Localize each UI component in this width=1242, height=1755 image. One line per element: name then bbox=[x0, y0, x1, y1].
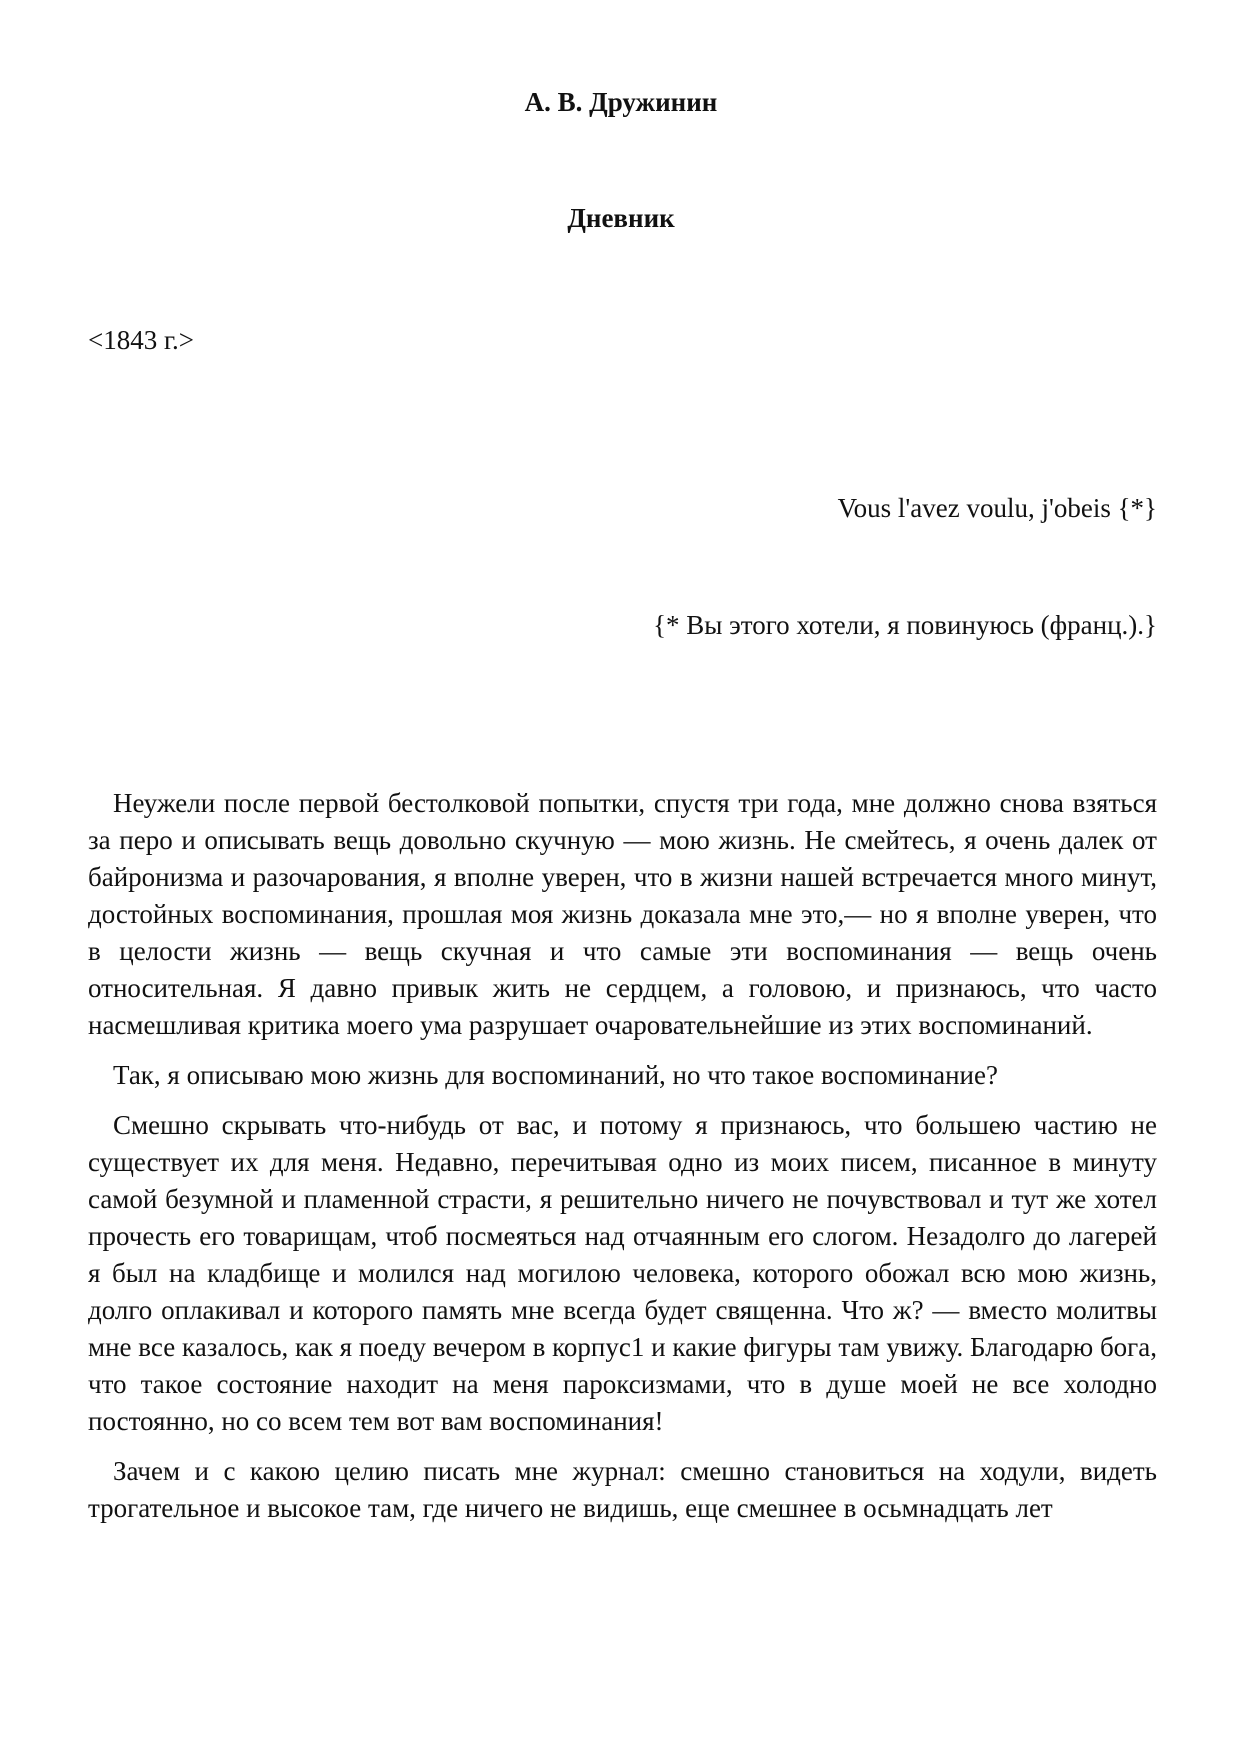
entry-date: <1843 г.> bbox=[88, 325, 194, 355]
diary-body bbox=[88, 785, 1157, 1527]
epigraph-translation-footnote: {* Вы этого хотели, я повинуюсь (франц.).} bbox=[653, 610, 1157, 640]
paragraph-2: Так, я описываю мою жизнь для воспоминаний, но что такое воспоминание? bbox=[113, 1060, 998, 1090]
epigraph: Vous l'avez voulu, j'obeis {*} bbox=[837, 493, 1157, 523]
paragraph-3: Смешно скрывать что-нибудь от вас, и потому я признаюсь, что большею частию не существует их для меня. Недавно, перечитывая одно из моих писем, писанное в минуту самой безумной и пламенной страсти, я решительно ничего не почувствовал и тут же хотел прочесть его товарищам, чтоб посмеяться над отчаянным его слогом. Незадолго до лагерей я был на кладбище и молился над могилою человека, которого обожал всю мою жизнь, долго оплакивал и которого память мне всегда будет священна. Что ж? — вместо молитвы мне все казалось, как я поеду вечером в корпус1 и какие фигуры там увижу. Благодарю бога, что такое состояние находит на меня пароксизмами, что в душе моей не все холодно постоянно, но со всем тем вот вам воспоминания! bbox=[88, 1110, 1157, 1436]
document-title: Дневник bbox=[567, 203, 675, 233]
paragraph-1: Неужели после первой бестолковой попытки, спустя три года, мне должно снова взяться за перо и описывать вещь довольно скучную — мою жизнь. Не смейтесь, я очень далек от байронизма и разочарования, я вполне уверен, что в жизни нашей встречается много минут, достойных воспоминания, прошлая моя жизнь доказала мне это,— но я вполне уверен, что в целости жизнь — вещь скучная и что самые эти воспоминания — вещь очень относительная. Я давно привык жить не сердцем, а головою, и признаюсь, что часто насмешливая критика моего ума разрушает очаровательнейшие из этих воспоминаний. bbox=[88, 788, 1157, 1040]
author-name: А. В. Дружинин bbox=[524, 87, 718, 117]
paragraph-4: Зачем и с какою целию писать мне журнал: смешно становиться на ходули, видеть трогательное и высокое там, где ничего не видишь, еще смешнее в осьмнадцать лет bbox=[88, 1456, 1157, 1523]
